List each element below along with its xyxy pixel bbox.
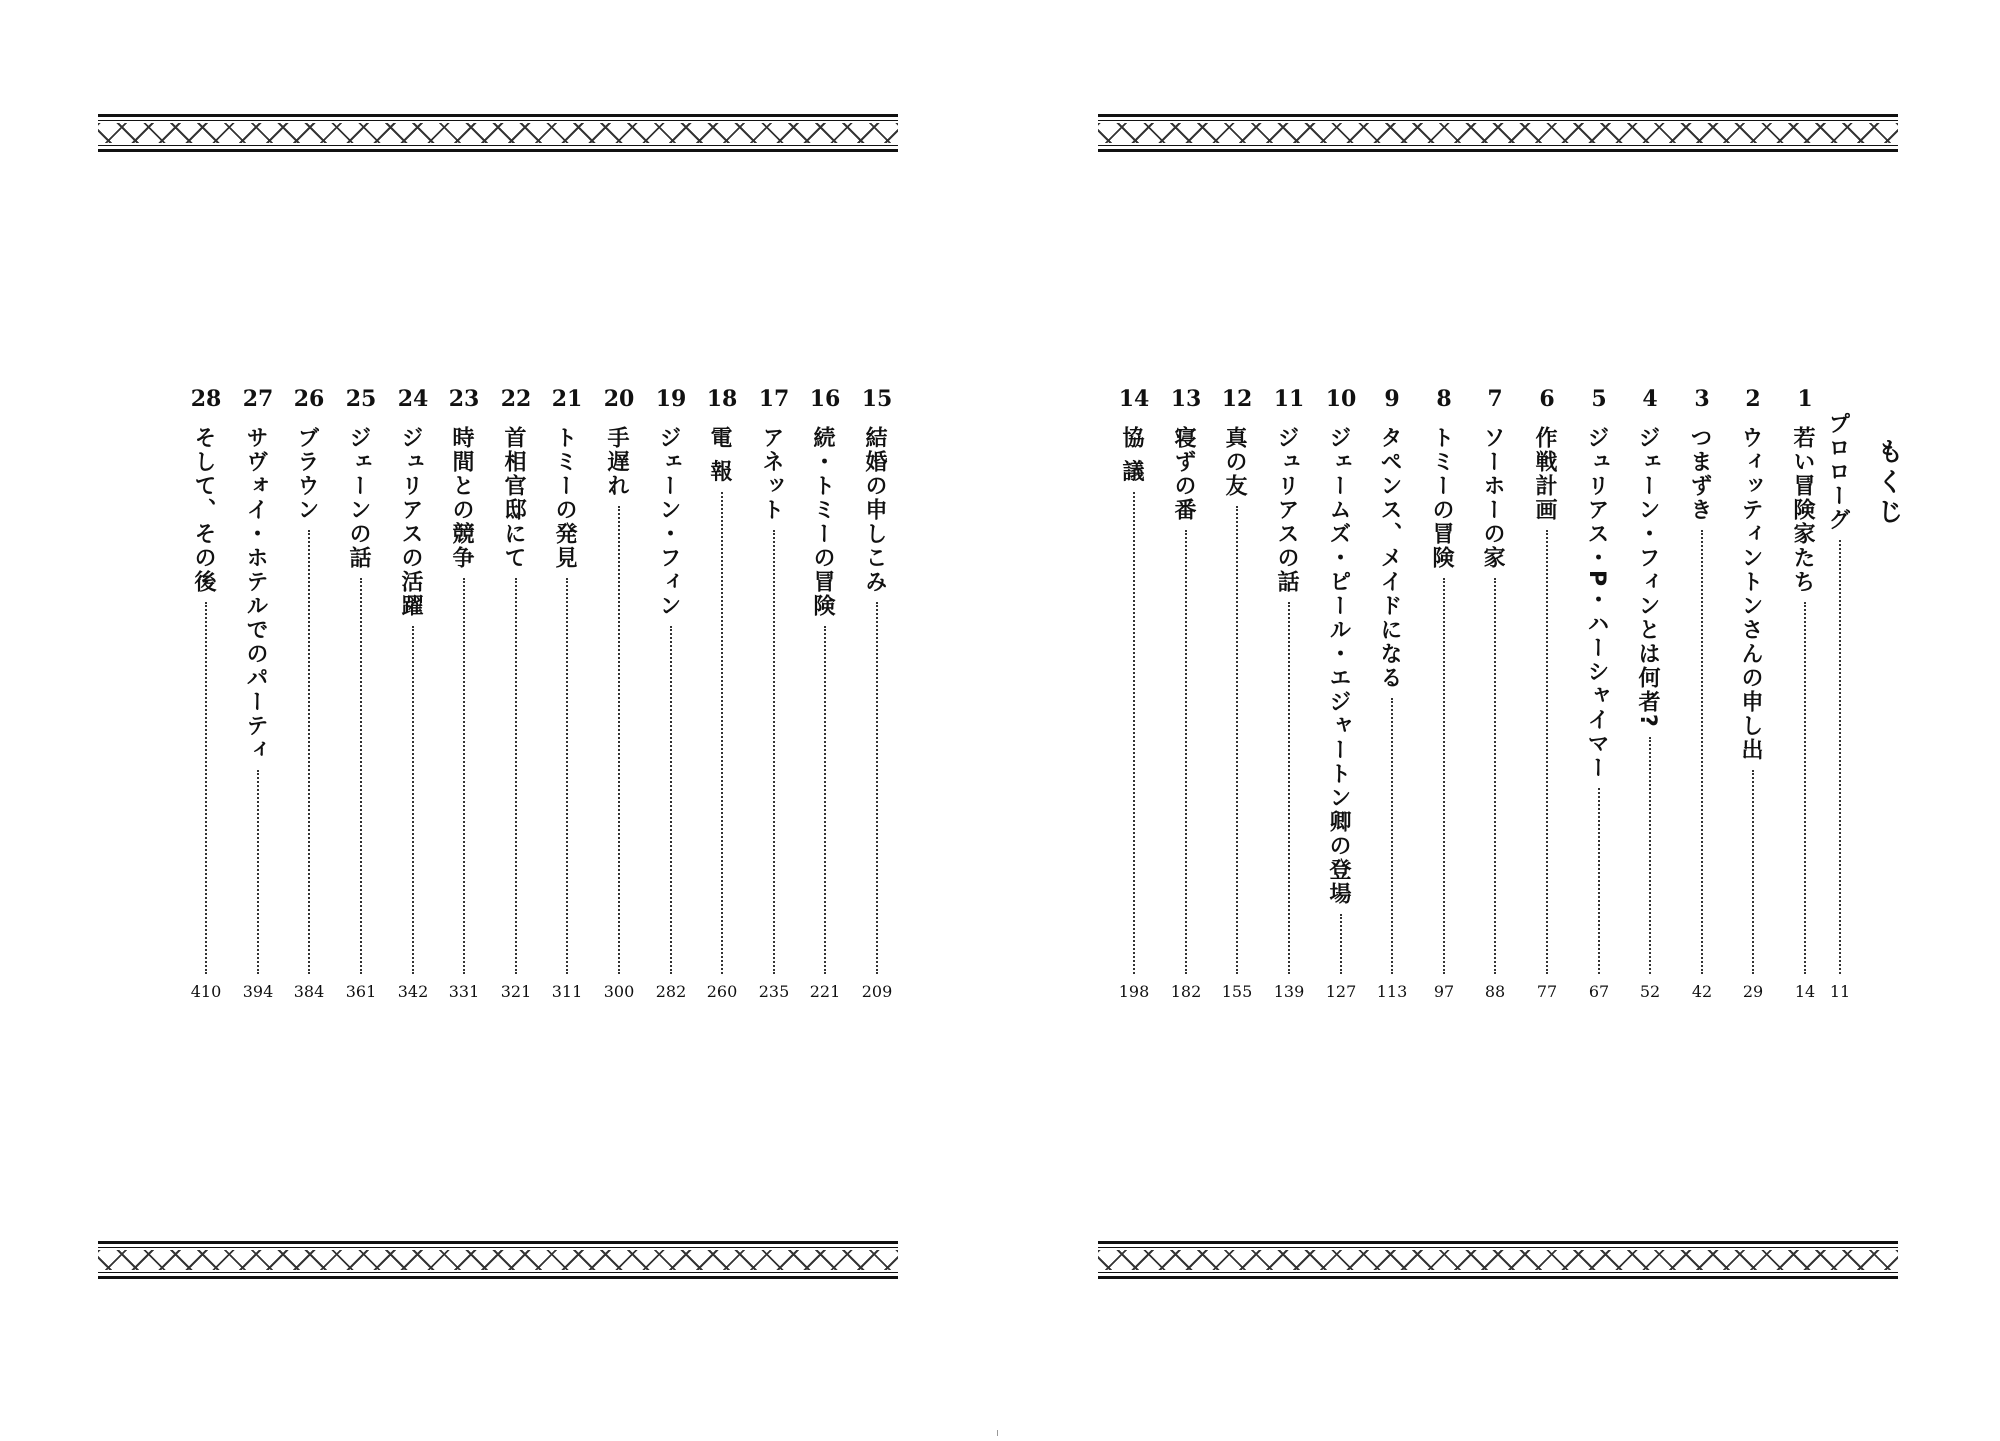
page-number: 300 (603, 982, 635, 1001)
chapter-number: 4 (1642, 386, 1658, 412)
page-number: 182 (1170, 982, 1202, 1001)
chapter-number: 9 (1384, 386, 1400, 412)
chapter-number: 28 (190, 386, 222, 412)
page-number: 42 (1691, 982, 1713, 1001)
toc-entry (341, 388, 381, 1000)
leader-dots (1288, 602, 1290, 974)
chapter-number: 5 (1591, 386, 1607, 412)
leader-dots (824, 626, 826, 974)
toc-entry (702, 388, 742, 1000)
chapter-number: 16 (809, 386, 841, 412)
chapter-number: 11 (1273, 386, 1305, 412)
chapter-title: ジュリアスの話 (1274, 426, 1299, 594)
page-number: 14 (1794, 982, 1816, 1001)
leader-dots (205, 602, 207, 974)
page-number: 410 (190, 982, 222, 1001)
toc-entry (1217, 388, 1257, 1000)
toc-entry (186, 388, 226, 1000)
chapter-title: サヴォイ・ホテルでのパーティ (243, 426, 268, 762)
chapter-title: 真の友 (1222, 426, 1247, 498)
chapter-number: 26 (293, 386, 325, 412)
toc-entry (1269, 388, 1309, 1000)
leader-dots (618, 506, 620, 974)
chapter-number: 22 (500, 386, 532, 412)
chapter-title: 首相官邸にて (501, 426, 526, 570)
chapter-title: ジェーンの話 (346, 426, 371, 570)
page-number: 113 (1376, 982, 1408, 1001)
toc-entry (1166, 388, 1206, 1000)
chapter-title: 時間との競争 (449, 426, 474, 570)
toc-entry (1682, 388, 1722, 1000)
chapter-title: トミーの発見 (552, 426, 577, 570)
leader-dots (1185, 530, 1187, 974)
toc-entry (496, 388, 536, 1000)
page-number: 29 (1742, 982, 1764, 1001)
toc-entry (1372, 388, 1412, 1000)
toc-entry (1475, 388, 1515, 1000)
toc-entry (444, 388, 484, 1000)
chapter-title: タペンス、メイドになる (1377, 426, 1402, 690)
chapter-number: 19 (655, 386, 687, 412)
page-number: 331 (448, 982, 480, 1001)
chapter-title: 結婚の申しこみ (862, 426, 887, 594)
chapter-title: 作戦計画 (1532, 426, 1557, 522)
page-number: 384 (293, 982, 325, 1001)
leader-dots (1752, 770, 1754, 974)
chapter-number: 18 (706, 386, 738, 412)
leader-dots (1443, 578, 1445, 974)
leader-dots (1546, 530, 1548, 974)
toc-entry (238, 388, 278, 1000)
chapter-number: 15 (861, 386, 893, 412)
leader-dots (515, 578, 517, 974)
chapter-title: ジェーン・フィンとは何者? (1635, 426, 1660, 729)
page-number: 155 (1221, 982, 1253, 1001)
leader-dots (463, 578, 465, 974)
chapter-number: 12 (1221, 386, 1253, 412)
chapter-number: 7 (1487, 386, 1503, 412)
chapter-number: 2 (1745, 386, 1761, 412)
chapter-number: 10 (1325, 386, 1357, 412)
leader-dots (1701, 530, 1703, 974)
chapter-title: ジェームズ・ピール・エジャートン卿の登場 (1326, 426, 1351, 906)
chapter-title: ブラウン (294, 426, 319, 522)
leader-dots (1494, 578, 1496, 974)
page-number: 97 (1433, 982, 1455, 1001)
page-number: 394 (242, 982, 274, 1001)
leader-dots (1236, 506, 1238, 974)
chapter-number: 13 (1170, 386, 1202, 412)
chapter-title: 手遅れ (604, 426, 629, 498)
chapter-number: 14 (1118, 386, 1150, 412)
chapter-number: 3 (1694, 386, 1710, 412)
chapter-title: 若い冒険家たち (1790, 426, 1815, 594)
chapter-title: 電 報 (707, 426, 732, 484)
chapter-number: 17 (758, 386, 790, 412)
page-number: 311 (551, 982, 583, 1001)
chapter-title: 協 議 (1119, 426, 1144, 484)
chapter-number: 21 (551, 386, 583, 412)
leader-dots (1804, 602, 1806, 974)
chapter-title: トミーの冒険 (1429, 426, 1454, 570)
toc-entry (1630, 388, 1670, 1000)
bottom-border-right (1098, 1241, 1898, 1279)
page-number: 67 (1588, 982, 1610, 1001)
chapter-title: つまずき (1687, 426, 1712, 522)
leader-dots (1839, 540, 1841, 974)
chapter-number: 20 (603, 386, 635, 412)
page-fold-mark (997, 1430, 998, 1436)
toc-entry (1785, 388, 1825, 1000)
page-number: 88 (1484, 982, 1506, 1001)
leader-dots (257, 770, 259, 974)
chapter-title: ウィッティントンさんの申し出 (1738, 426, 1763, 762)
chapter-number: 23 (448, 386, 480, 412)
leader-dots (360, 578, 362, 974)
toc-entry (1424, 388, 1464, 1000)
toc-title: もくじ (1873, 438, 1903, 528)
chapter-title: 続・トミーの冒険 (810, 426, 835, 618)
page-number: 342 (397, 982, 429, 1001)
leader-dots (1133, 492, 1135, 974)
chapter-title: プロローグ (1825, 412, 1850, 532)
leader-dots (566, 578, 568, 974)
toc-entry (289, 388, 329, 1000)
chapter-title: ジェーン・フィン (656, 426, 681, 618)
page-number: 77 (1536, 982, 1558, 1001)
chapter-number: 25 (345, 386, 377, 412)
page-number: 321 (500, 982, 532, 1001)
toc-entry (599, 388, 639, 1000)
page-number: 235 (758, 982, 790, 1001)
page-number: 260 (706, 982, 738, 1001)
leader-dots (670, 626, 672, 974)
page-number: 127 (1325, 982, 1357, 1001)
toc-entry (857, 388, 897, 1000)
page-number: 282 (655, 982, 687, 1001)
page-number: 139 (1273, 982, 1305, 1001)
chapter-number: 27 (242, 386, 274, 412)
page-number: 11 (1829, 982, 1851, 1001)
toc-entry (1527, 388, 1567, 1000)
chapter-number: 1 (1797, 386, 1813, 412)
page-number: 198 (1118, 982, 1150, 1001)
toc-entry (1579, 388, 1619, 1000)
chapter-number: 24 (397, 386, 429, 412)
leader-dots (876, 602, 878, 974)
chapter-number: 6 (1539, 386, 1555, 412)
page-number: 52 (1639, 982, 1661, 1001)
toc-entry (547, 388, 587, 1000)
leader-dots (412, 626, 414, 974)
toc-entry (1733, 388, 1773, 1000)
bottom-border-left (98, 1241, 898, 1279)
toc-entry (393, 388, 433, 1000)
leader-dots (308, 530, 310, 974)
chapter-title: 寝ずの番 (1171, 426, 1196, 522)
toc-entry (651, 388, 691, 1000)
toc-entry (1114, 388, 1154, 1000)
leader-dots (1598, 788, 1600, 974)
leader-dots (1649, 737, 1651, 974)
leader-dots (773, 530, 775, 974)
chapter-title: ジュリアス・P・ハーシャイマー (1584, 426, 1609, 781)
leader-dots (1391, 698, 1393, 974)
toc-entry (1321, 388, 1361, 1000)
top-border-left (98, 114, 898, 152)
page-number: 209 (861, 982, 893, 1001)
chapter-title: そして、その後 (191, 426, 216, 594)
toc-entry (805, 388, 845, 1000)
top-border-right (1098, 114, 1898, 152)
leader-dots (1340, 914, 1342, 974)
toc-entry (1820, 388, 1860, 1000)
chapter-title: ジュリアスの活躍 (398, 426, 423, 618)
toc-entry (754, 388, 794, 1000)
page-number: 221 (809, 982, 841, 1001)
leader-dots (721, 492, 723, 974)
page-number: 361 (345, 982, 377, 1001)
chapter-title: アネット (759, 426, 784, 522)
chapter-number: 8 (1436, 386, 1452, 412)
chapter-title: ソーホーの家 (1480, 426, 1505, 570)
